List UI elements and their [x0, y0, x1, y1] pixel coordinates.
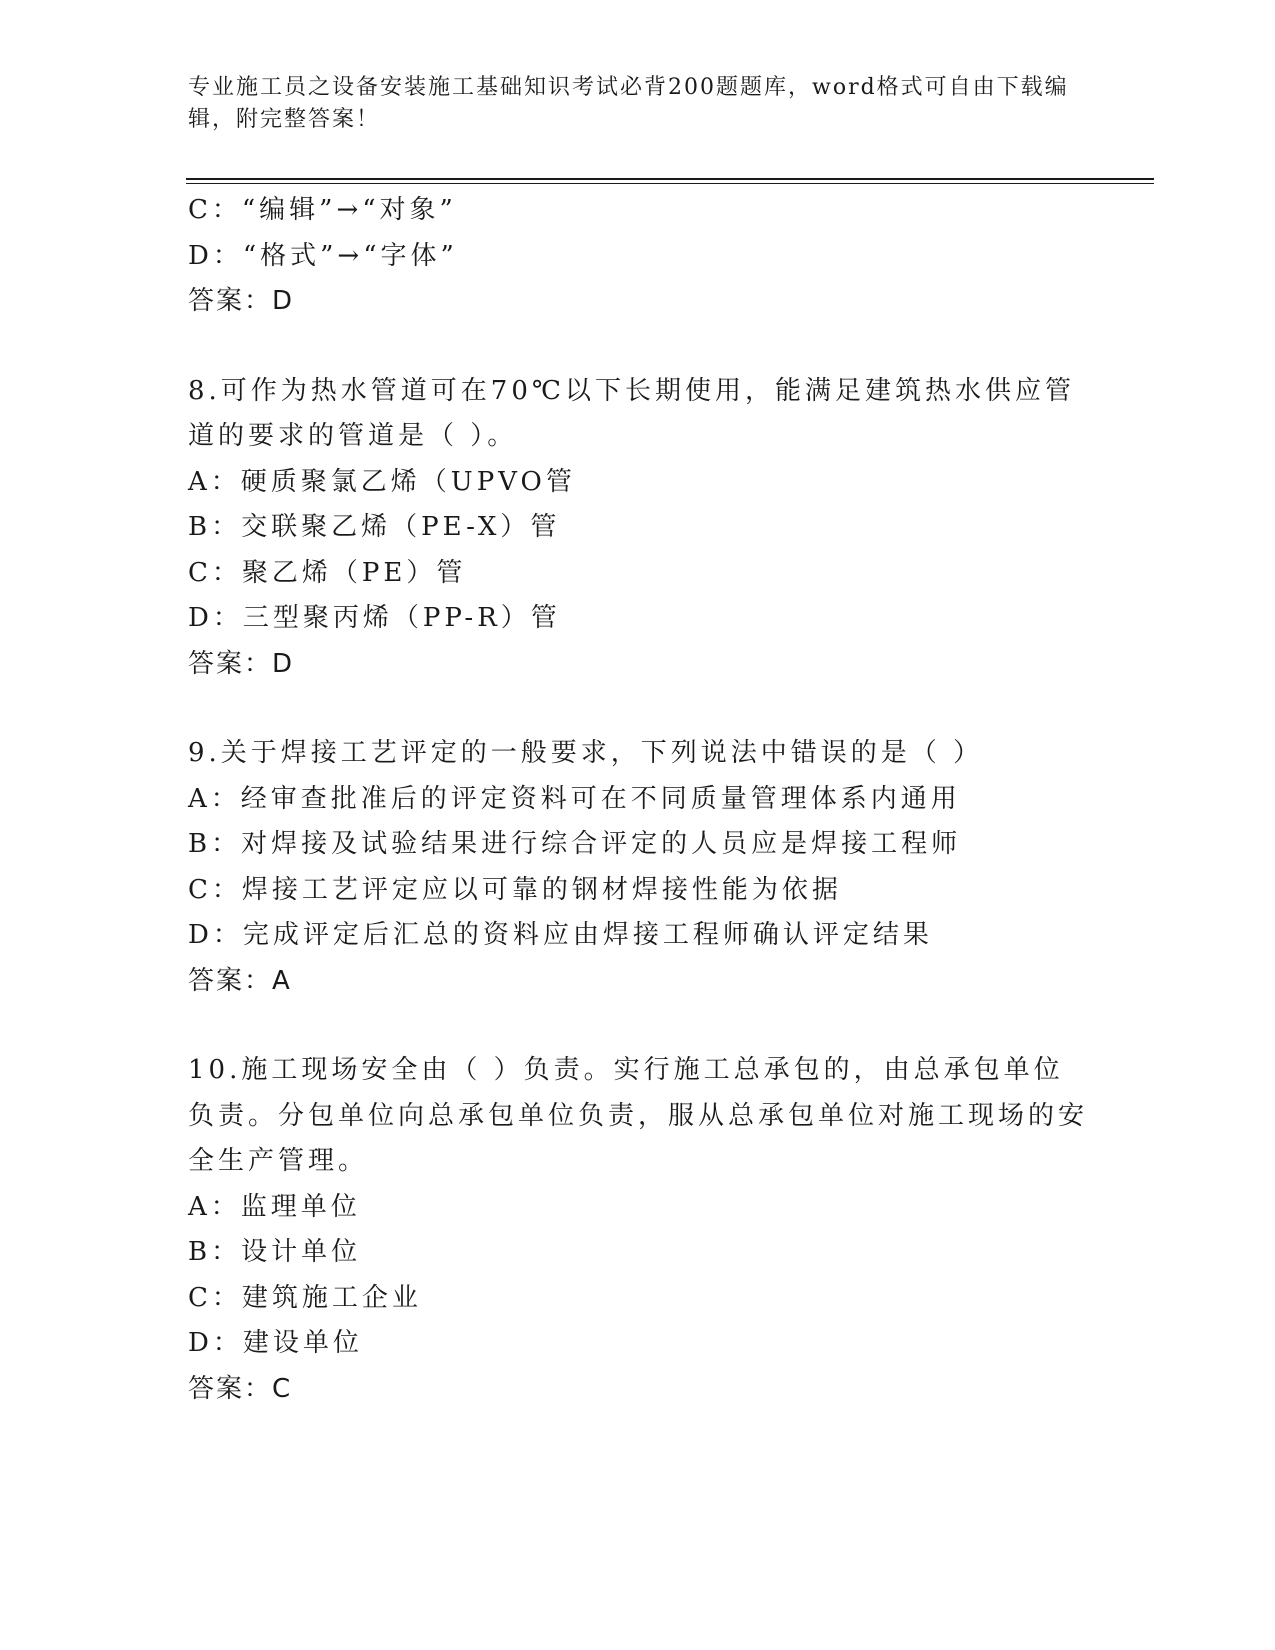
- option-c: C：“编辑”→“对象”: [188, 195, 457, 225]
- question-9: [188, 731, 1088, 1004]
- previous-question-tail: [188, 188, 1088, 325]
- answer: 答案：C: [188, 1373, 293, 1404]
- answer: 答案：D: [188, 286, 295, 316]
- question-stem: 9.关于焊接工艺评定的一般要求，下列说法中错误的是（ ）: [188, 738, 984, 768]
- option-d: D：完成评定后汇总的资料应由焊接工程师确认评定结果: [188, 920, 933, 950]
- header-divider-thick: [186, 178, 1154, 180]
- question-10: [188, 1048, 1088, 1412]
- option-a: A：经审查批准后的评定资料可在不同质量管理体系内通用: [188, 783, 961, 814]
- option-b: B：设计单位: [188, 1237, 362, 1267]
- option-d: D：“格式”→“字体”: [188, 240, 458, 271]
- option-c: C：焊接工艺评定应以可靠的钢材焊接性能为依据: [188, 874, 842, 905]
- question-8: [188, 369, 1088, 688]
- option-d: D：建设单位: [188, 1328, 363, 1358]
- question-stem: 8.可作为热水管道可在70℃以下长期使用，能满足建筑热水供应管道的要求的管道是（ ）。: [188, 375, 1075, 451]
- document-header: 专业施工员之设备安装施工基础知识考试必背200题题库，word格式可自由下载编辑，附完整答案！: [188, 75, 1069, 132]
- option-a: A：硬质聚氯乙烯（UPVO管: [188, 466, 576, 497]
- option-d: D：三型聚丙烯（PP-R）管: [188, 603, 561, 633]
- option-a: A：监理单位: [188, 1191, 361, 1222]
- option-b: B：对焊接及试验结果进行综合评定的人员应是焊接工程师: [188, 829, 962, 859]
- question-list: [188, 188, 1088, 1412]
- question-stem: 10.施工现场安全由（ ）负责。实行施工总承包的，由总承包单位负责。分包单位向总承包单位负责，服从总承包单位对施工现场的安全生产管理。: [188, 1055, 1089, 1176]
- option-b: B：交联聚乙烯（PE-X）管: [188, 512, 561, 542]
- answer: 答案：A: [188, 965, 292, 996]
- option-c: C：聚乙烯（PE）管: [188, 557, 467, 588]
- option-c: C：建筑施工企业: [188, 1282, 422, 1313]
- answer: 答案：D: [188, 648, 295, 679]
- header-divider-thin: [186, 183, 1154, 184]
